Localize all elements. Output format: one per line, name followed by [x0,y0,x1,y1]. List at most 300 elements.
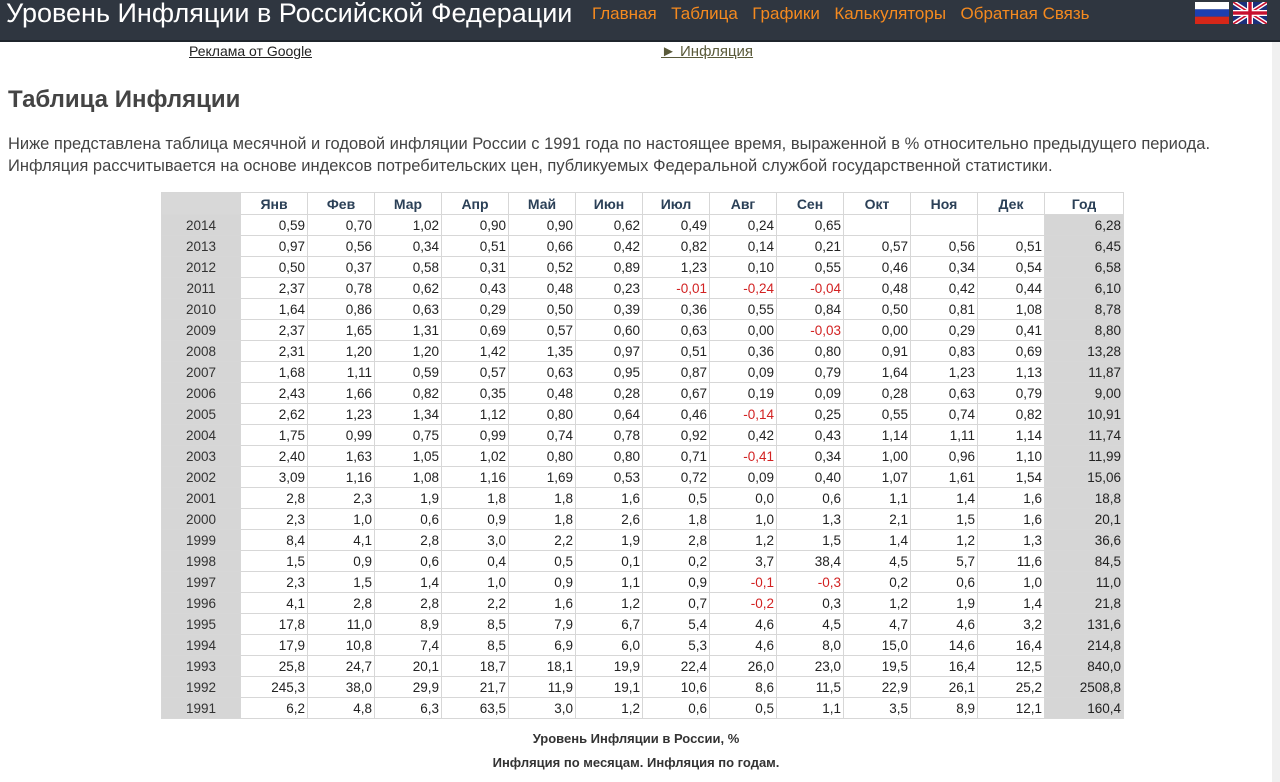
month-value-cell: 0,75 [375,425,442,446]
month-value-cell: 1,4 [844,530,911,551]
year-total-cell: 131,6 [1045,614,1124,635]
month-value-cell: 0,57 [844,236,911,257]
month-value-cell: 0,36 [643,299,710,320]
month-header: Фев [308,193,375,215]
month-value-cell: 0,34 [911,257,978,278]
inflation-table [161,192,1124,719]
year-cell: 2013 [162,236,241,257]
table-row [162,572,1124,593]
month-value-cell: 18,1 [509,656,576,677]
month-value-cell: 19,1 [576,677,643,698]
month-value-cell: 4,1 [308,530,375,551]
table-row [162,509,1124,530]
month-value-cell: 2,2 [509,530,576,551]
year-total-cell: 21,8 [1045,593,1124,614]
month-value-cell: -0,04 [777,278,844,299]
year-total-cell: 8,80 [1045,320,1124,341]
month-value-cell: 1,02 [375,215,442,236]
table-row [162,341,1124,362]
month-value-cell: 1,6 [509,593,576,614]
month-value-cell: 1,2 [844,593,911,614]
table-row [162,635,1124,656]
month-value-cell: 0,69 [442,320,509,341]
month-value-cell: 0,63 [911,383,978,404]
month-value-cell: 17,8 [241,614,308,635]
month-value-cell: 1,14 [844,425,911,446]
month-value-cell: 11,0 [308,614,375,635]
year-cell: 1994 [162,635,241,656]
year-total-cell: 214,8 [1045,635,1124,656]
month-value-cell: 0,90 [442,215,509,236]
month-value-cell: 0,37 [308,257,375,278]
table-row [162,488,1124,509]
month-value-cell: 7,9 [509,614,576,635]
month-value-cell: 0,54 [978,257,1045,278]
month-value-cell: 1,4 [375,572,442,593]
month-value-cell: 0,6 [777,488,844,509]
month-value-cell: 1,63 [308,446,375,467]
nav-charts[interactable]: Графики [752,4,820,23]
year-cell: 1992 [162,677,241,698]
month-value-cell: 0,5 [643,488,710,509]
month-value-cell: 17,9 [241,635,308,656]
russian-flag-icon[interactable] [1195,2,1229,24]
month-value-cell [844,215,911,236]
month-value-cell: 0,57 [509,320,576,341]
nav-table[interactable]: Таблица [671,4,738,23]
month-value-cell: 10,6 [643,677,710,698]
month-value-cell: 26,0 [710,656,777,677]
inflation-link[interactable]: ► Инфляция [661,43,754,60]
month-value-cell: 12,1 [978,698,1045,719]
table-row [162,530,1124,551]
month-value-cell: 0,51 [978,236,1045,257]
year-total-header: Год [1045,193,1124,215]
month-value-cell: 0,46 [643,404,710,425]
month-value-cell: 0,99 [442,425,509,446]
month-value-cell: 0,44 [978,278,1045,299]
inflation-table-container [161,192,1124,719]
year-cell: 2007 [162,362,241,383]
google-ads-link[interactable]: Реклама от Google [189,43,312,59]
month-value-cell: 0,80 [576,446,643,467]
month-value-cell: 0,82 [375,383,442,404]
table-row [162,362,1124,383]
year-cell: 2012 [162,257,241,278]
month-value-cell: 16,4 [978,635,1045,656]
month-value-cell: 0,63 [375,299,442,320]
month-value-cell: 0,09 [710,362,777,383]
month-value-cell: 3,0 [442,530,509,551]
month-value-cell: 1,1 [777,698,844,719]
month-value-cell: 0,90 [509,215,576,236]
month-value-cell: 0,39 [576,299,643,320]
month-value-cell: 0,4 [442,551,509,572]
month-value-cell: 6,9 [509,635,576,656]
month-value-cell: 0,53 [576,467,643,488]
month-value-cell: -0,01 [643,278,710,299]
month-value-cell: 0,6 [375,551,442,572]
month-value-cell: 26,1 [911,677,978,698]
month-value-cell: 0,49 [643,215,710,236]
month-value-cell: 0,82 [643,236,710,257]
table-row [162,425,1124,446]
table-row [162,383,1124,404]
month-value-cell: 0,23 [576,278,643,299]
year-cell: 1996 [162,593,241,614]
month-value-cell: 4,6 [911,614,978,635]
month-value-cell: 0,2 [844,572,911,593]
month-value-cell: -0,2 [710,593,777,614]
month-value-cell: 1,20 [308,341,375,362]
month-value-cell: 6,0 [576,635,643,656]
month-value-cell: 0,43 [442,278,509,299]
month-value-cell: 10,8 [308,635,375,656]
year-total-cell: 18,8 [1045,488,1124,509]
month-value-cell: 0,59 [375,362,442,383]
month-value-cell: 63,5 [442,698,509,719]
month-value-cell: 1,14 [978,425,1045,446]
month-value-cell: 0,46 [844,257,911,278]
month-value-cell: 0,64 [576,404,643,425]
year-cell: 1999 [162,530,241,551]
month-value-cell: 1,75 [241,425,308,446]
month-value-cell: 3,2 [978,614,1045,635]
month-value-cell: 0,80 [509,446,576,467]
month-value-cell: 0,10 [710,257,777,278]
year-total-cell: 6,10 [1045,278,1124,299]
month-value-cell: 1,5 [777,530,844,551]
month-value-cell: 0,5 [509,551,576,572]
month-value-cell: 4,6 [710,614,777,635]
month-value-cell: 0,97 [576,341,643,362]
month-value-cell: 8,5 [442,635,509,656]
table-row [162,551,1124,572]
month-header: Апр [442,193,509,215]
month-value-cell: 1,69 [509,467,576,488]
month-value-cell: 2,37 [241,320,308,341]
month-value-cell: 0,21 [777,236,844,257]
year-total-cell: 84,5 [1045,551,1124,572]
month-value-cell: 0,09 [777,383,844,404]
month-value-cell: 0,6 [643,698,710,719]
table-row [162,320,1124,341]
intro-paragraph: Ниже представлена таблица месячной и годовой инфляции России с 1991 года по настоящее время, выраженной в % относительно предыдущего периода. Инфляция рассчитывается на основе индексов потребительских цен, публикуемых Федеральной службой государственной статистики. [8,135,1211,175]
month-value-cell: 5,4 [643,614,710,635]
year-total-cell: 11,0 [1045,572,1124,593]
table-row [162,446,1124,467]
year-total-cell: 2508,8 [1045,677,1124,698]
month-value-cell: 0,59 [241,215,308,236]
month-value-cell: 11,5 [777,677,844,698]
month-value-cell: 1,02 [442,446,509,467]
month-value-cell: 1,66 [308,383,375,404]
year-cell: 1997 [162,572,241,593]
year-total-cell: 6,45 [1045,236,1124,257]
month-value-cell: -0,1 [710,572,777,593]
month-value-cell: 0,50 [844,299,911,320]
month-value-cell: 4,6 [710,635,777,656]
month-header: Май [509,193,576,215]
month-header: Дек [978,193,1045,215]
month-value-cell: 1,5 [308,572,375,593]
month-value-cell: 8,5 [442,614,509,635]
table-row [162,215,1124,236]
month-value-cell: 22,9 [844,677,911,698]
month-value-cell: 22,4 [643,656,710,677]
month-value-cell: 23,0 [777,656,844,677]
month-value-cell: 0,63 [643,320,710,341]
month-value-cell: 0,34 [777,446,844,467]
month-value-cell: 0,2 [643,551,710,572]
month-value-cell: 1,08 [978,299,1045,320]
month-value-cell: 0,72 [643,467,710,488]
month-value-cell: 1,23 [643,257,710,278]
table-row [162,698,1124,719]
month-value-cell: 0,9 [442,509,509,530]
year-total-cell: 36,6 [1045,530,1124,551]
month-header: Сен [777,193,844,215]
table-row [162,593,1124,614]
year-cell: 2010 [162,299,241,320]
year-total-cell: 160,4 [1045,698,1124,719]
month-value-cell: 3,5 [844,698,911,719]
month-value-cell: 2,1 [844,509,911,530]
month-header: Янв [241,193,308,215]
caption-title: Уровень Инфляции в России, % [532,731,740,746]
year-total-cell: 840,0 [1045,656,1124,677]
month-value-cell: 0,95 [576,362,643,383]
month-value-cell: 0,55 [844,404,911,425]
month-value-cell: 0,62 [576,215,643,236]
month-value-cell: 2,3 [308,488,375,509]
yearly-inflation-link[interactable]: Инфляция по годам. [647,755,780,770]
site-title: Уровень Инфляции в Российской Федерации [6,0,573,28]
year-cell: 2006 [162,383,241,404]
month-value-cell: 0,92 [643,425,710,446]
month-value-cell: 0,7 [643,593,710,614]
month-value-cell: 0,70 [308,215,375,236]
month-value-cell: 0,58 [375,257,442,278]
month-value-cell: 4,5 [777,614,844,635]
month-value-cell: 1,9 [911,593,978,614]
month-value-cell: 3,09 [241,467,308,488]
year-cell: 2004 [162,425,241,446]
month-value-cell: 29,9 [375,677,442,698]
month-value-cell: 1,8 [643,509,710,530]
month-value-cell: 0,29 [911,320,978,341]
year-cell: 2003 [162,446,241,467]
year-cell: 2011 [162,278,241,299]
month-value-cell: 1,08 [375,467,442,488]
month-value-cell: 1,2 [576,698,643,719]
month-value-cell: 0,80 [777,341,844,362]
month-value-cell: 2,31 [241,341,308,362]
month-value-cell: 0,31 [442,257,509,278]
month-value-cell: 2,8 [308,593,375,614]
month-value-cell: 0,66 [509,236,576,257]
month-value-cell: 25,8 [241,656,308,677]
month-value-cell: 0,25 [777,404,844,425]
month-value-cell: 0,48 [509,383,576,404]
month-value-cell: 2,3 [241,509,308,530]
month-value-cell: 1,11 [911,425,978,446]
month-value-cell: 1,12 [442,404,509,425]
month-header: Авг [710,193,777,215]
month-header: Июн [576,193,643,215]
month-value-cell: 1,54 [978,467,1045,488]
month-value-cell: 8,9 [911,698,978,719]
month-value-cell: 2,6 [576,509,643,530]
month-value-cell: 11,9 [509,677,576,698]
main-nav [592,4,1100,24]
month-value-cell: 1,4 [978,593,1045,614]
year-total-cell: 11,87 [1045,362,1124,383]
month-value-cell: 0,67 [643,383,710,404]
month-value-cell: 7,4 [375,635,442,656]
month-value-cell: 1,1 [844,488,911,509]
month-value-cell: 1,61 [911,467,978,488]
month-value-cell: 1,07 [844,467,911,488]
month-value-cell: -0,3 [777,572,844,593]
year-total-cell: 8,78 [1045,299,1124,320]
month-value-cell: 0,42 [911,278,978,299]
table-row [162,299,1124,320]
month-value-cell: 1,9 [375,488,442,509]
month-value-cell: 0,51 [643,341,710,362]
year-total-cell: 15,06 [1045,467,1124,488]
month-value-cell: 2,8 [241,488,308,509]
month-value-cell: 1,1 [576,572,643,593]
month-value-cell: 2,8 [643,530,710,551]
month-value-cell: 1,05 [375,446,442,467]
year-cell: 2000 [162,509,241,530]
month-value-cell: 0,55 [710,299,777,320]
month-value-cell: 0,71 [643,446,710,467]
month-value-cell: 1,0 [442,572,509,593]
year-total-cell: 11,74 [1045,425,1124,446]
month-value-cell: 1,64 [844,362,911,383]
year-total-cell: 13,28 [1045,341,1124,362]
month-value-cell: 8,6 [710,677,777,698]
month-value-cell: 0,96 [911,446,978,467]
month-value-cell: 0,14 [710,236,777,257]
month-value-cell: 0,35 [442,383,509,404]
month-value-cell: 0,83 [911,341,978,362]
month-value-cell: 2,8 [375,593,442,614]
nav-calculators[interactable]: Калькуляторы [834,4,947,23]
month-value-cell: 38,4 [777,551,844,572]
month-value-cell: 4,1 [241,593,308,614]
month-value-cell: 0,28 [576,383,643,404]
month-value-cell: 0,60 [576,320,643,341]
month-value-cell: 4,7 [844,614,911,635]
month-value-cell: 38,0 [308,677,375,698]
month-value-cell: 0,6 [911,572,978,593]
month-value-cell: 6,3 [375,698,442,719]
table-header-row [162,193,1124,215]
month-value-cell: 21,7 [442,677,509,698]
month-header: Мар [375,193,442,215]
month-value-cell: 1,65 [308,320,375,341]
month-value-cell: 8,0 [777,635,844,656]
year-total-cell: 9,00 [1045,383,1124,404]
month-value-cell: 0,86 [308,299,375,320]
month-value-cell: 0,0 [710,488,777,509]
month-value-cell: 0,78 [308,278,375,299]
month-value-cell: 0,36 [710,341,777,362]
year-total-cell: 10,91 [1045,404,1124,425]
year-total-cell: 20,1 [1045,509,1124,530]
table-row [162,278,1124,299]
month-value-cell: 19,9 [576,656,643,677]
nav-feedback[interactable]: Обратная Связь [960,4,1090,23]
month-value-cell: 1,16 [308,467,375,488]
month-value-cell [978,215,1045,236]
month-value-cell: 2,2 [442,593,509,614]
month-value-cell: 3,7 [710,551,777,572]
month-value-cell: 1,6 [978,488,1045,509]
month-value-cell: 1,8 [509,488,576,509]
month-value-cell: 1,9 [576,530,643,551]
month-value-cell: 14,6 [911,635,978,656]
table-row [162,404,1124,425]
table-caption [161,727,1111,775]
vertical-scrollbar[interactable] [1272,42,1280,782]
month-value-cell: 1,20 [375,341,442,362]
month-value-cell: 1,5 [911,509,978,530]
month-value-cell: 0,48 [509,278,576,299]
table-row [162,656,1124,677]
month-value-cell: 0,43 [777,425,844,446]
year-cell: 2005 [162,404,241,425]
month-value-cell: 0,74 [509,425,576,446]
month-value-cell: 1,2 [911,530,978,551]
month-value-cell: 4,8 [308,698,375,719]
caption-links [161,751,1111,775]
month-value-cell: 0,5 [710,698,777,719]
month-value-cell: 0,89 [576,257,643,278]
month-header: Ноя [911,193,978,215]
month-value-cell: 2,43 [241,383,308,404]
uk-flag-icon[interactable] [1233,2,1267,24]
month-header: Окт [844,193,911,215]
month-value-cell: 0,50 [241,257,308,278]
month-value-cell: 3,0 [509,698,576,719]
month-value-cell [911,215,978,236]
month-value-cell: 1,3 [978,530,1045,551]
month-value-cell: 4,5 [844,551,911,572]
month-value-cell: 0,91 [844,341,911,362]
month-value-cell: 0,00 [710,320,777,341]
nav-home[interactable]: Главная [592,4,657,23]
month-value-cell: 0,51 [442,236,509,257]
month-value-cell: 25,2 [978,677,1045,698]
monthly-inflation-link[interactable]: Инфляция по месяцам. [492,755,644,770]
month-value-cell: 16,4 [911,656,978,677]
month-value-cell: 0,50 [509,299,576,320]
table-row [162,677,1124,698]
month-value-cell: 1,34 [375,404,442,425]
month-value-cell: 0,3 [777,593,844,614]
month-value-cell: 0,57 [442,362,509,383]
month-value-cell: 0,87 [643,362,710,383]
month-value-cell: 0,78 [576,425,643,446]
month-value-cell: 0,42 [710,425,777,446]
month-value-cell: 18,7 [442,656,509,677]
month-value-cell: 1,2 [576,593,643,614]
month-value-cell: 0,56 [911,236,978,257]
